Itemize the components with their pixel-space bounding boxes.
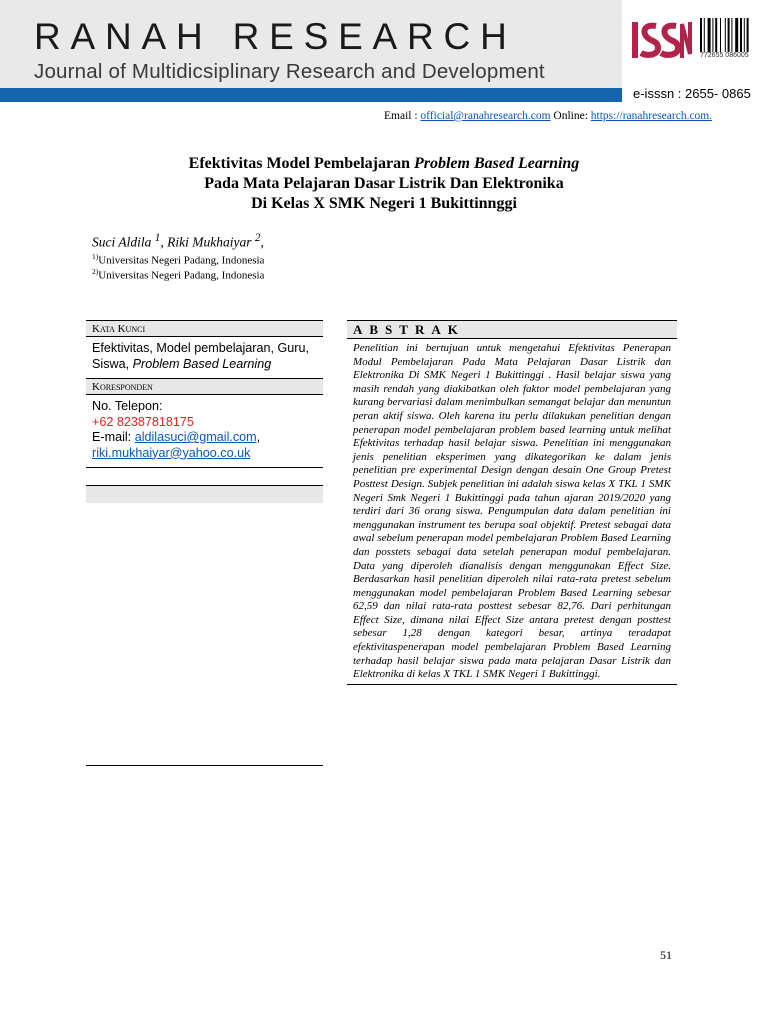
keywords-body: Efektivitas, Model pembelajaran, Guru, Siswa, Problem Based Learning [92,341,309,371]
authors: Suci Aldila $^1$, Riki Mukhaiyar $^2$, [92,232,264,250]
title-line-2: Pada Mata Pelajaran Dasar Listrik Dan Elektronika [204,175,564,192]
phone-number: +62 82387818175 [92,414,194,429]
abstract-heading: ABSTRAK [347,320,677,339]
paper-title [0,154,768,214]
issn-logo [632,20,692,60]
banner-blue-stripe [0,88,622,102]
affiliation-1: $^{1)}$Universitas Negeri Padang, Indonesia [92,252,265,267]
barcode-number: 772655 086005 [700,52,749,59]
page-number: 51 [660,948,672,962]
sidebar-shaded-row [86,485,323,503]
email-label: Email : [384,110,421,122]
online-label: Online: [550,110,591,122]
correspondent-body [86,395,323,467]
sidebar-spacer [86,503,323,765]
email-line: E-mail: aldilasuci@gmail.com, [92,430,261,444]
journal-name: RANAH RESEARCH [34,16,517,57]
journal-email-link[interactable]: official@ranahresearch.com [420,110,551,122]
author-email-1[interactable]: aldilasuci@gmail.com [134,430,257,444]
affiliation-2: $^{2)}$Universitas Negeri Padang, Indonesia [92,267,265,282]
author-email-2[interactable]: riki.mukhaiyar@yahoo.co.uk [92,445,251,460]
eissn: e-isssn : 2655- 0865 [633,86,751,101]
sidebar [86,320,323,766]
sidebar-empty-row [86,467,323,485]
title-line-3: Di Kelas X SMK Negeri 1 Bukittinnggi [251,195,517,212]
title-line-1: Efektivitas Model Pembelajaran Problem Based Learning [188,155,580,172]
journal-banner [0,0,622,102]
journal-website-link[interactable]: https://ranahresearch.com. [590,110,713,122]
keywords-heading: Kata Kunci [86,320,323,337]
phone-label: No. Telepon: [92,399,163,413]
correspondent-heading: Koresponden [86,378,323,395]
abstract-text: Penelitian ini bertujuan untuk mengetahui Efektivitas Penerapan Modul Pembelajaran Pada Mata Pelajaran Dasar Listrik dan Elektronika Di SMK Negeri 1 Bukittinggi . Hasil belajar siswa yang masih rendah yang diakibatkan oleh faktor model pembelajaran yang kurang bervariasi dalam menimbulkan semangat belajar dan menuntun peran aktif siswa. Oleh karena itu perlu dilakukan penelitian dengan penerapan model pembelajaran problem based learning untuk melihat Efektivitas terhadap hasil belajar siswa. Penelitian ini menggunakan jenis penelitian eksperimen yang dikategorikan ke dalam jenis penelitian pre experimental Design dengan desain One Group Pretest Posttest Design. Subjek penelitian ini adalah siswa kelas X TKL 1 SMK Negeri Smk Negeri 1 Bukittinggi pada tahun ajaran 2019/2020 yang terdiri dari 36 orang siswa. Pengumpulan data dalam penelitian ini menggunakan instrument tes berupa soal objektif. Pretest sebagai data awal sebelum penerapan model pembelajaran Problem Based Learning dan posstets sebagai data setelah penerapan modul pembelajaran. Data yang diperoleh dianalisis dengan menggunakan Effect Size. Berdasarkan hasil penelitian diperoleh nilai rata-rata pretest sebelum menggunakan model pembelajaran Problem Based Learning sebesar 62,59 dan nilai rata-rata posttest sebesar 82,76. Dari perhitungan Effect Size, dimana nilai Effect Size antara pretest dengan posttest sebesar 1,28 dengan kategori besar, artinya teradapat efektivitaspenerapan model pembelajaran Problem Based Learning terhadap hasil belajar siswa pada mata pelajaran Dasar Listrik dan Elektronika di kelas X TKL 1 SMK Negeri 1 Bukittinggi. [347,339,677,685]
title-italic: Problem Based Learning [413,155,580,172]
abstract-section [347,320,677,685]
journal-subtitle: Journal of Multidicsiplinary Research and Development [34,60,545,83]
contact-line [384,110,712,122]
sidebar-bottom-rule [86,765,323,766]
barcode [700,18,762,52]
